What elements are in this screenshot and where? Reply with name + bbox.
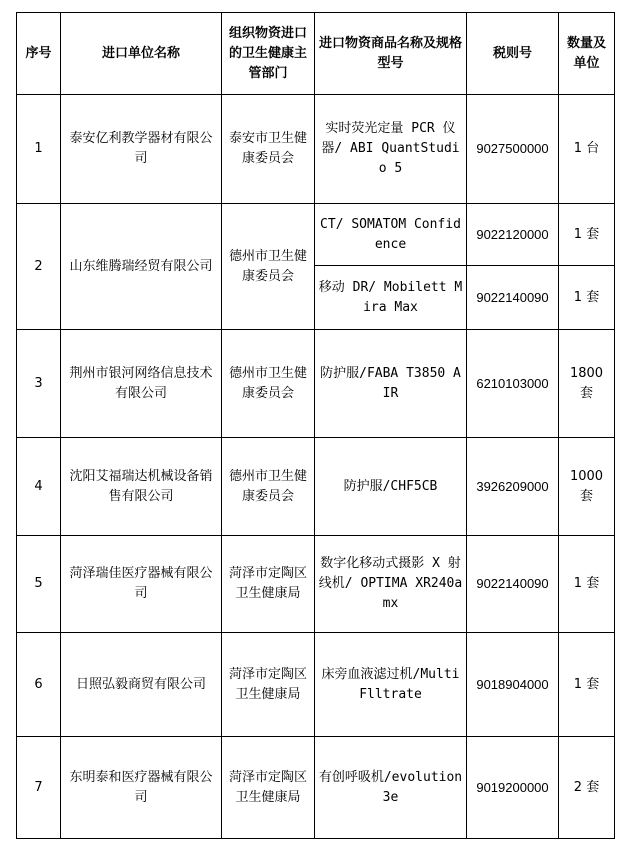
row-tariff: 9019200000 xyxy=(467,737,559,839)
row-authority: 泰安市卫生健康委员会 xyxy=(222,95,315,204)
row-product: 防护服/CHF5CB xyxy=(315,438,467,536)
row-quantity: 1000 套 xyxy=(559,438,615,536)
row-tariff: 9022140090 xyxy=(467,266,559,330)
row-quantity: 1800 套 xyxy=(559,330,615,438)
row-quantity: 1 套 xyxy=(559,266,615,330)
row-quantity: 1 套 xyxy=(559,204,615,266)
row-product: 防护服/FABA T3850 AIR xyxy=(315,330,467,438)
row-importer: 东明泰和医疗器械有限公司 xyxy=(61,737,222,839)
row-seq: 6 xyxy=(17,633,61,737)
row-authority: 德州市卫生健康委员会 xyxy=(222,438,315,536)
table-row xyxy=(17,633,615,737)
row-tariff: 9027500000 xyxy=(467,95,559,204)
header-product: 进口物资商品名称及规格型号 xyxy=(315,13,467,95)
row-tariff: 6210103000 xyxy=(467,330,559,438)
table-row xyxy=(17,330,615,438)
header-row xyxy=(17,13,615,95)
row-tariff: 9018904000 xyxy=(467,633,559,737)
table-row xyxy=(17,737,615,839)
table-row xyxy=(17,438,615,536)
row-product: CT/ SOMATOM Confidence xyxy=(315,204,467,266)
row-importer: 泰安亿利教学器材有限公司 xyxy=(61,95,222,204)
row-authority: 德州市卫生健康委员会 xyxy=(222,204,315,330)
row-tariff: 3926209000 xyxy=(467,438,559,536)
row-seq: 5 xyxy=(17,536,61,633)
row-authority: 菏泽市定陶区卫生健康局 xyxy=(222,633,315,737)
row-quantity: 1 套 xyxy=(559,536,615,633)
row-product: 有创呼吸机/evolution 3e xyxy=(315,737,467,839)
row-importer: 山东维腾瑞经贸有限公司 xyxy=(61,204,222,330)
table-row xyxy=(17,204,615,266)
header-quantity: 数量及单位 xyxy=(559,13,615,95)
table-row xyxy=(17,95,615,204)
header-seq: 序号 xyxy=(17,13,61,95)
row-product: 床旁血液滤过机/MultiFlltrate xyxy=(315,633,467,737)
row-product: 实时荧光定量 PCR 仪器/ ABI QuantStudio 5 xyxy=(315,95,467,204)
row-importer: 菏泽瑞佳医疗器械有限公司 xyxy=(61,536,222,633)
row-authority: 德州市卫生健康委员会 xyxy=(222,330,315,438)
row-quantity: 1 套 xyxy=(559,633,615,737)
row-importer: 日照弘毅商贸有限公司 xyxy=(61,633,222,737)
row-importer: 荆州市银河网络信息技术有限公司 xyxy=(61,330,222,438)
row-seq: 2 xyxy=(17,204,61,330)
table-row xyxy=(17,536,615,633)
header-importer: 进口单位名称 xyxy=(61,13,222,95)
import-goods-table xyxy=(16,12,615,839)
row-tariff: 9022120000 xyxy=(467,204,559,266)
row-seq: 7 xyxy=(17,737,61,839)
row-seq: 4 xyxy=(17,438,61,536)
row-quantity: 1 台 xyxy=(559,95,615,204)
header-tariff: 税则号 xyxy=(467,13,559,95)
row-seq: 1 xyxy=(17,95,61,204)
row-product: 数字化移动式摄影 X 射线机/ OPTIMA XR240amx xyxy=(315,536,467,633)
row-tariff: 9022140090 xyxy=(467,536,559,633)
row-quantity: 2 套 xyxy=(559,737,615,839)
row-product: 移动 DR/ Mobilett Mira Max xyxy=(315,266,467,330)
row-importer: 沈阳艾福瑞达机械设备销售有限公司 xyxy=(61,438,222,536)
row-authority: 菏泽市定陶区卫生健康局 xyxy=(222,737,315,839)
row-authority: 菏泽市定陶区卫生健康局 xyxy=(222,536,315,633)
row-seq: 3 xyxy=(17,330,61,438)
header-authority: 组织物资进口的卫生健康主管部门 xyxy=(222,13,315,95)
